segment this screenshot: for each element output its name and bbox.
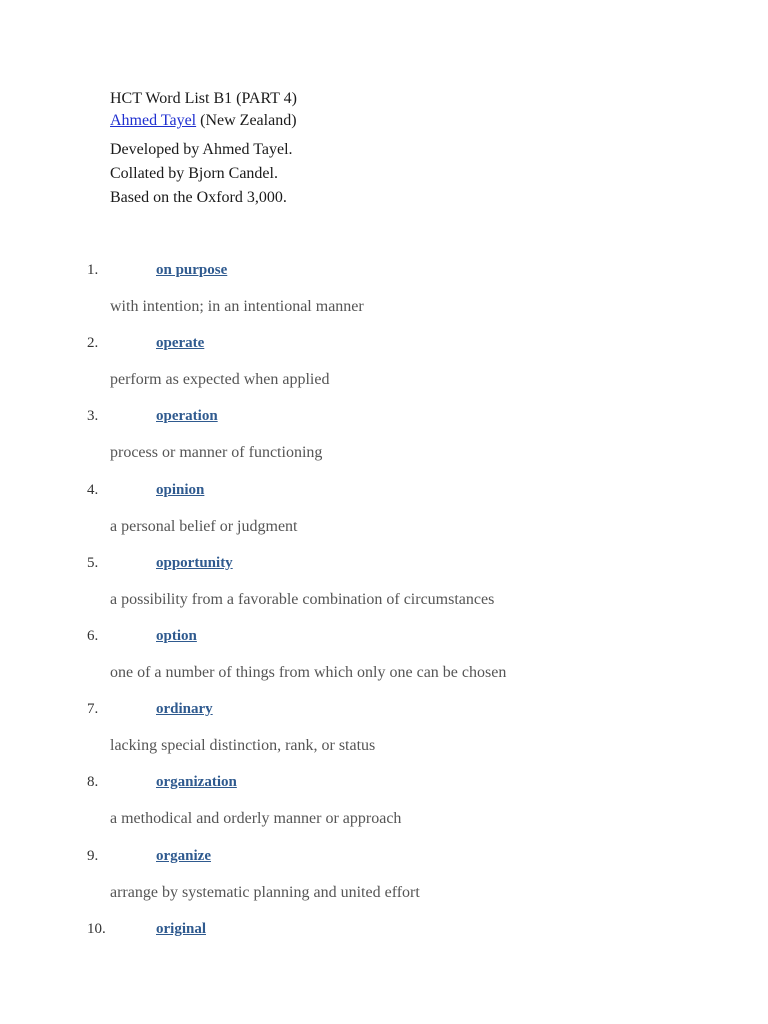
developed-by-text: Developed by Ahmed Tayel. xyxy=(110,141,293,158)
word-definition: arrange by systematic planning and united effort xyxy=(110,883,420,901)
item-number: 6. xyxy=(87,627,99,644)
word-link[interactable]: on purpose xyxy=(156,262,228,278)
list-item xyxy=(0,697,768,770)
word-definition: a personal belief or judgment xyxy=(110,517,298,535)
list-item xyxy=(0,770,768,843)
word-link[interactable]: organize xyxy=(156,847,211,864)
word-definition: lacking special distinction, rank, or status xyxy=(110,737,376,755)
word-link[interactable]: original xyxy=(156,920,207,937)
collated-by-text: Collated by Bjorn Candel. xyxy=(110,165,278,182)
word-link[interactable]: operate xyxy=(156,335,205,352)
item-number: 10. xyxy=(87,920,106,937)
item-number: 5. xyxy=(87,554,99,571)
item-number: 7. xyxy=(87,701,99,718)
word-list xyxy=(0,258,768,990)
list-item xyxy=(0,917,768,990)
author-link[interactable]: Ahmed Tayel xyxy=(110,112,197,129)
word-link[interactable]: option xyxy=(156,627,197,644)
item-number: 9. xyxy=(87,847,99,864)
item-number: 1. xyxy=(87,262,99,278)
word-link[interactable]: organization xyxy=(156,774,237,791)
list-item xyxy=(0,331,768,404)
word-definition: process or manner of functioning xyxy=(110,444,323,462)
word-definition: one of a number of things from which only one can be chosen xyxy=(110,663,507,681)
item-number: 2. xyxy=(87,335,99,352)
author-line xyxy=(110,110,297,138)
list-item xyxy=(0,844,768,917)
based-on-text: Based on the Oxford 3,000. xyxy=(110,189,287,206)
item-number: 3. xyxy=(87,408,99,425)
word-link[interactable]: opportunity xyxy=(156,554,233,571)
author-location: (New Zealand) xyxy=(196,112,297,129)
list-item xyxy=(0,404,768,477)
word-definition: perform as expected when applied xyxy=(110,371,330,389)
item-number: 8. xyxy=(87,774,99,791)
word-link[interactable]: opinion xyxy=(156,481,205,498)
item-number: 4. xyxy=(87,481,99,498)
word-definition: a methodical and orderly manner or approach xyxy=(110,810,402,828)
word-link[interactable]: ordinary xyxy=(156,701,213,718)
word-definition: a possibility from a favorable combination of circumstances xyxy=(110,590,495,608)
list-item xyxy=(0,258,768,331)
list-item xyxy=(0,551,768,624)
list-item xyxy=(0,478,768,551)
list-item xyxy=(0,624,768,697)
word-link[interactable]: operation xyxy=(156,408,218,425)
document-title: HCT Word List B1 (PART 4) xyxy=(110,90,297,107)
word-definition: with intention; in an intentional manner xyxy=(110,298,364,315)
document-header xyxy=(110,88,297,210)
